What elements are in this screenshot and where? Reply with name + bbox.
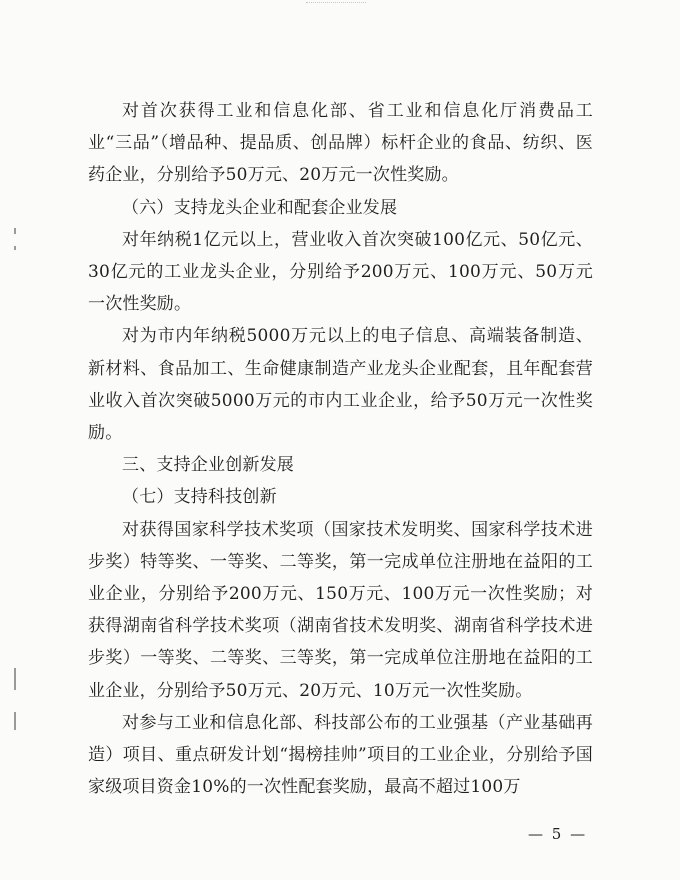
margin-mark xyxy=(14,246,16,250)
page-number: — 5 — xyxy=(528,825,588,843)
section-heading: （七）支持科技创新 xyxy=(122,487,277,508)
margin-mark xyxy=(14,668,16,690)
margin-mark xyxy=(14,712,16,730)
paragraph: 对参与工业和信息化部、科技部公布的工业强基（产业基础再造）项目、重点研发计划“揭榜挂帅”项目的工业企业，分别给予国家级项目资金10%的一次性配套奖励，最高不超过100万 xyxy=(88,712,593,798)
paragraph: 对获得国家科学技术奖项（国家技术发明奖、国家科学技术进步奖）特等奖、一等奖、二等奖，第一完成单位注册地在益阳的工业企业，分别给予200万元、150万元、100万元一次性奖励；对获得湖南省科学技术奖项（湖南省技术发明奖、湖南省科学技术进步奖）一等奖、二等奖、三等奖，第一完成单位注册地在益阳的工业企业，分别给予50万元、20万元、10万元一次性奖励。 xyxy=(88,519,593,701)
scan-artifact xyxy=(306,2,366,9)
margin-mark xyxy=(14,228,16,234)
paragraph: 对年纳税1亿元以上，营业收入首次突破100亿元、50亿元、30亿元的工业龙头企业，分别给予200万元、100万元、50万元一次性奖励。 xyxy=(88,229,593,315)
chapter-heading: 三、支持企业创新发展 xyxy=(122,455,294,476)
section-heading: （六）支持龙头企业和配套企业发展 xyxy=(122,197,398,218)
paragraph: 对为市内年纳税5000万元以上的电子信息、高端装备制造、新材料、食品加工、生命健康制造产业龙头企业配套，且年配套营业收入首次突破5000万元的市内工业企业，给予50万元一次性奖励。 xyxy=(88,326,593,444)
paragraph: 对首次获得工业和信息化部、省工业和信息化厅消费品工业“三品”（增品种、提品质、创品牌）标杆企业的食品、纺织、医药企业，分别给予50万元、20万元一次性奖励。 xyxy=(88,101,593,186)
document-body xyxy=(88,95,593,803)
